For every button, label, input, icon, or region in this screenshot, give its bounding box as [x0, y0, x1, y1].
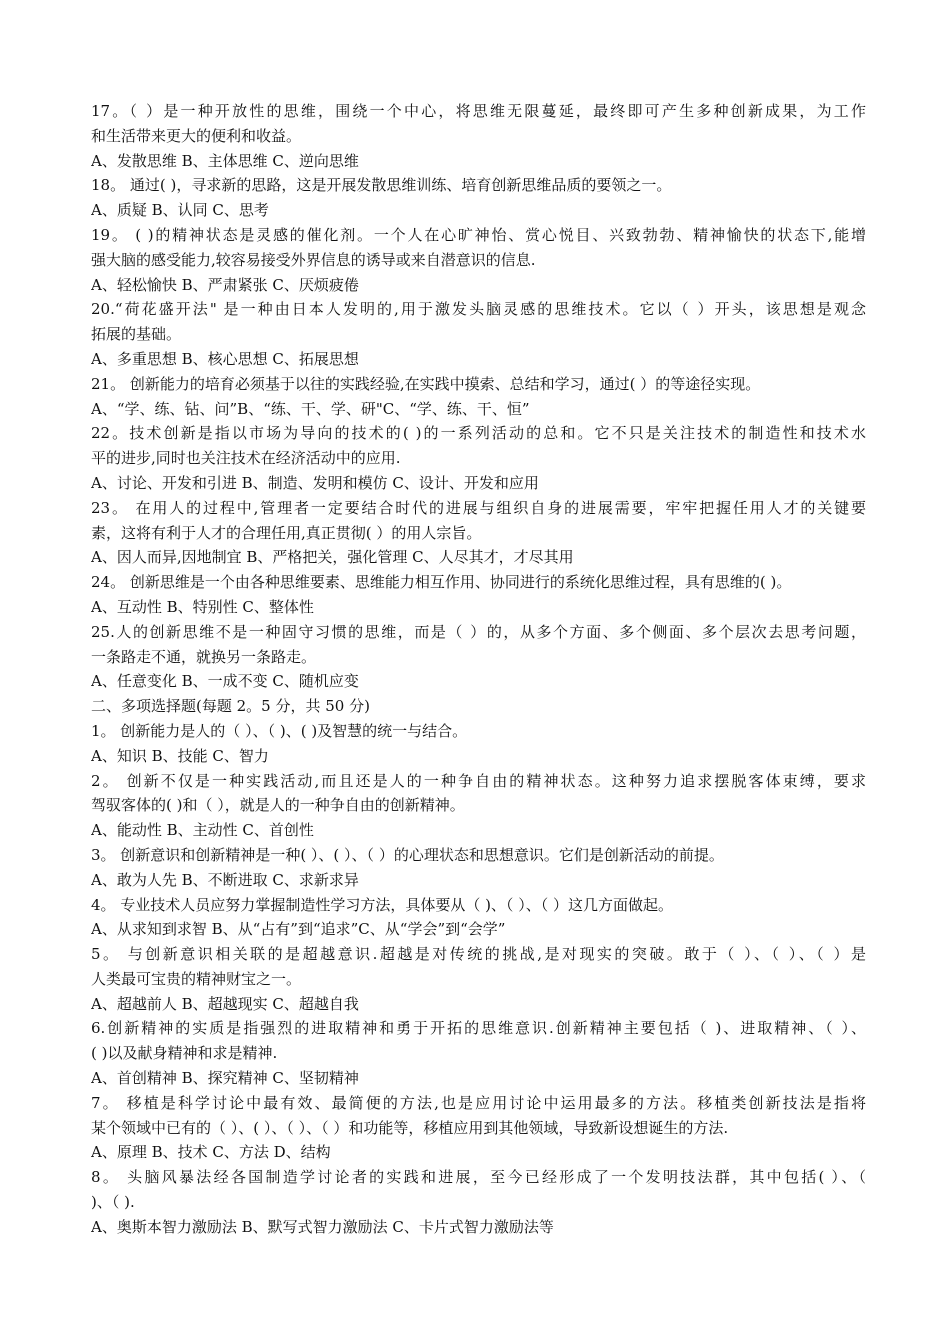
text-line: A、原理 B、技术 C、方法 D、结构	[91, 1143, 331, 1162]
text-line: A、任意变化 B、一成不变 C、随机应变	[91, 672, 359, 691]
text-line: 强大脑的感受能力,较容易接受外界信息的诱导或来自潜意识的信息.	[91, 250, 536, 269]
text-line: 2。 创新不仅是一种实践活动,而且还是人的一种争自由的精神状态。这种努力追求摆脱客体束缚，要求	[91, 771, 866, 790]
text-line: 5。 与创新意识相关联的是超越意识.超越是对传统的挑战,是对现实的突破。敢于（ ）、（ ）、（ ）是	[91, 945, 866, 964]
text-line: A、敢为人先 B、不断进取 C、求新求异	[91, 870, 359, 889]
text-line: A、超越前人 B、超越现实 C、超越自我	[91, 994, 359, 1013]
text-line: 4。 专业技术人员应努力掌握制造性学习方法，具体要从（ )、（ ）、（ ）这几方面做起。	[91, 895, 673, 914]
document-page	[91, 99, 866, 1240]
text-line: )、（ ).	[91, 1193, 135, 1212]
text-line: 22。技术创新是指以市场为导向的技术的( )的一系列活动的总和。它不只是关注技术的制造性和技术水	[91, 424, 866, 443]
text-line: 3。 创新意识和创新精神是一种( ）、( ）、（ ）的心理状态和思想意识。它们是创新活动的前提。	[91, 845, 724, 864]
text-line: A、质疑 B、认同 C、思考	[91, 201, 269, 220]
section-heading: 二、多项选择题(每题 2。5 分，共 50 分)	[91, 697, 370, 716]
text-line: A、讨论、开发和引进 B、制造、发明和模仿 C、设计、开发和应用	[91, 473, 539, 492]
text-line: 25.人的创新思维不是一种固守习惯的思维，而是（ ）的，从多个方面、多个侧面、多个层次去思考问题，	[91, 622, 866, 641]
text-line: 和生活带来更大的便利和收益。	[91, 126, 302, 145]
text-line: 19。 ( )的精神状态是灵感的催化剂。一个人在心旷神怡、赏心悦目、兴致勃勃、精神愉快的状态下,能增	[91, 225, 866, 244]
text-line: 7。 移植是科学讨论中最有效、最简便的方法,也是应用讨论中运用最多的方法。移植类创新技法是指将	[91, 1093, 866, 1112]
text-line: A、首创精神 B、探究精神 C、坚韧精神	[91, 1069, 359, 1088]
text-line: 人类最可宝贵的精神财宝之一。	[91, 969, 302, 988]
text-line: 21。 创新能力的培育必须基于以往的实践经验,在实践中摸索、总结和学习，通过( ）的等途径实现。	[91, 374, 761, 393]
text-line: 23。 在用人的过程中,管理者一定要结合时代的进展与组织自身的进展需要，牢牢把握任用人才的关键要	[91, 498, 866, 517]
text-line: 某个领域中已有的（ ）、( ）、（ ）、（ ）和功能等，移植应用到其他领域，导致新设想诞生的方法.	[91, 1118, 729, 1137]
text-line: 驾驭客体的( )和（ ），就是人的一种争自由的创新精神。	[91, 796, 465, 815]
text-line: 24。 创新思维是一个由各种思维要素、思维能力相互作用、协同进行的系统化思维过程，具有思维的( )。	[91, 573, 792, 592]
text-line: 6.创新精神的实质是指强烈的进取精神和勇于开拓的思维意识.创新精神主要包括（ )、进取精神、（ ）、	[91, 1019, 866, 1038]
text-line: ( )以及献身精神和求是精神.	[91, 1044, 278, 1063]
text-line: A、奥斯本智力激励法 B、默写式智力激励法 C、卡片式智力激励法等	[91, 1217, 554, 1236]
text-line: 拓展的基础。	[91, 325, 182, 344]
text-line: 18。 通过( )，寻求新的思路，这是开展发散思维训练、培育创新思维品质的要领之一。	[91, 176, 672, 195]
text-line: 17。（ ）是一种开放性的思维，围绕一个中心，将思维无限蔓延，最终即可产生多种创新成果，为工作	[91, 102, 866, 120]
text-line: 20.“荷花盛开法" 是一种由日本人发明的,用于激发头脑灵感的思维技术。它以（ ）开头，该思想是观念	[91, 300, 866, 319]
text-line: A、“学、练、钻、问”B、“练、干、学、研"C、“学、练、干、恒”	[91, 399, 530, 418]
text-line: A、知识 B、技能 C、智力	[91, 746, 269, 765]
text-line: A、互动性 B、特别性 C、整体性	[91, 597, 314, 616]
text-line: 1。 创新能力是人的（ ）、（ )、( )及智慧的统一与结合。	[91, 721, 468, 740]
text-line: A、发散思维 B、主体思维 C、逆向思维	[91, 151, 359, 170]
text-line: 平的进步,同时也关注技术在经济活动中的应用.	[91, 449, 401, 468]
text-line: 一条路走不通，就换另一条路走。	[91, 647, 317, 666]
text-line: A、轻松愉快 B、严肃紧张 C、厌烦疲倦	[91, 275, 359, 294]
text-line: A、多重思想 B、核心思想 C、拓展思想	[91, 349, 359, 368]
text-line: 8。 头脑风暴法经各国制造学讨论者的实践和进展，至今已经形成了一个发明技法群，其中包括( ）、（	[91, 1168, 866, 1187]
text-line: 素，这将有利于人才的合理任用,真正贯彻( ）的用人宗旨。	[91, 523, 482, 542]
text-line: A、能动性 B、主动性 C、首创性	[91, 821, 314, 840]
text-line: A、因人而异,因地制宜 B、严格把关，强化管理 C、人尽其才，才尽其用	[91, 548, 574, 567]
text-line: A、从求知到求智 B、从“占有”到“追求”C、从“学会”到“会学”	[91, 920, 506, 939]
